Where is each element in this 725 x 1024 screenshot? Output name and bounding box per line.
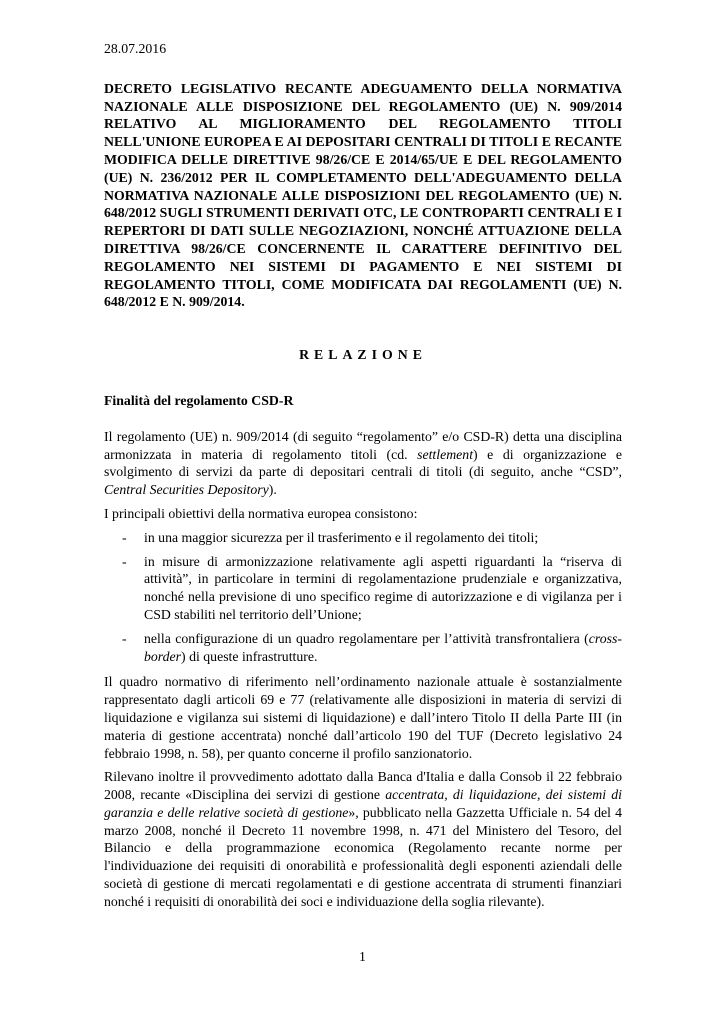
list-item [104,630,622,666]
bullet-dash: - [122,553,127,569]
list-item-text: in una maggior sicurezza per il trasferimento e il regolamento dei titoli; [144,529,539,545]
list-item-text: in misure di armonizzazione relativamente agli aspetti riguardanti la “riserva di attività”, in particolare in termini di regolamentazione prudenziale e organizzativa, nonché nella previsione di uno specifico regime di autorizzazione e di vigilanza per i CSD stabiliti nel territorio dell’Unione; [144,553,622,622]
paragraph-4 [104,768,622,910]
paragraph-1-text-c: ). [268,482,277,498]
paragraph-4-text-a: Rilevano inoltre il provvedimento adottato dalla Banca d'Italia e dalla Consob il 22 febbraio 2008, recante «Disciplina dei servizi di gestione [104,769,622,803]
list-item-italic: cross-border [144,630,622,664]
paragraph-1-text-b: ) e di organizzazione e svolgimento di servizi da parte di depositari centrali di titoli (di seguito, anche “CSD”, [104,446,623,480]
objectives-list [104,529,622,666]
list-item [104,529,622,547]
paragraph-2: I principali obiettivi della normativa europea consistono: [104,505,418,521]
section-heading: Finalità del regolamento CSD-R [104,392,294,408]
bullet-dash: - [122,529,127,545]
paragraph-3: Il quadro normativo di riferimento nell’ordinamento nazionale attuale è sostanzialmente rappresentato dagli articoli 69 e 77 (relativamente alle disposizioni in materia di servizi di liquidazione e vigilanza sui sistemi di liquidazione) e dall’intero Titolo II della Parte III (in materia di gestione accentrata) nonché dall’articolo 190 del TUF (Decreto legislativo 24 febbraio 1998, n. 58), per quanto concerne il profilo sanzionatorio. [104,674,622,761]
paragraph-4-italic: accentrata, di liquidazione, dei sistemi di garanzia e delle relative società di gestione [104,787,622,820]
document-date: 28.07.2016 [104,41,167,56]
paragraph-1-italic-csd: Central Securities Depository [104,482,269,498]
paragraph-1 [104,428,622,499]
list-item-text-a: nella configurazione di un quadro regolamentare per l’attività transfrontaliera ( [144,630,589,646]
list-item-text-b: ) di queste infrastrutture. [181,648,318,664]
bullet-dash: - [122,630,127,646]
paragraph-1-text-a: Il regolamento (UE) n. 909/2014 (di seguito “regolamento” e/o CSD-R) detta una disciplina armonizzata in materia di regolamento titoli (cd. [104,428,622,462]
list-item [104,553,622,624]
paragraph-4-text-b: », pubblicato nella Gazzetta Ufficiale n. 54 del 4 marzo 2008, nonché il Decreto 11 novembre 1998, n. 471 del Ministero del Tesoro, del Bilancio e della programmazione economica (Regolamento recante norme per l'individuazione dei requisiti di onorabilità e professionalità degli esponenti aziendali delle società di gestione di mercati regolamentati e di gestione accentrata di strumenti finanziari nonché i requisiti di onorabilità dei soci e individuazione della soglia rilevante). [104,804,622,909]
paragraph-1-italic-settlement: settlement [417,446,474,462]
relazione-heading: RELAZIONE [299,347,427,363]
page-number: 1 [359,949,366,964]
document-title: DECRETO LEGISLATIVO RECANTE ADEGUAMENTO DELLA NORMATIVA NAZIONALE ALLE DISPOSIZIONE DEL REGOLAMENTO (UE) N. 909/2014 RELATIVO AL MIGLIORAMENTO DEL REGOLAMENTO TITOLI NELL'UNIONE EUROPEA E AI DEPOSITARI CENTRALI DI TITOLI E RECANTE MODIFICA DELLE DIRETTIVE 98/26/CE E 2014/65/UE E DEL REGOLAMENTO (UE) N. 236/2012 PER IL COMPLETAMENTO DELL'ADEGUAMENTO DELLA NORMATIVA NAZIONALE ALLE DISPOSIZIONI DEL REGOLAMENTO (UE) N. 648/2012 SUGLI STRUMENTI DERIVATI OTC, LE CONTROPARTI CENTRALI E I REPERTORI DI DATI SULLE NEGOZIAZIONI, NONCHÉ ATTUAZIONE DELLA DIRETTIVA 98/26/CE CONCERNENTE IL CARATTERE DEFINITIVO DEL REGOLAMENTO NEI SISTEMI DI PAGAMENTO E NEI SISTEMI DI REGOLAMENTO TITOLI, COME MODIFICATA DAI REGOLAMENTI (UE) N. 648/2012 E N. 909/2014. [104,80,622,310]
